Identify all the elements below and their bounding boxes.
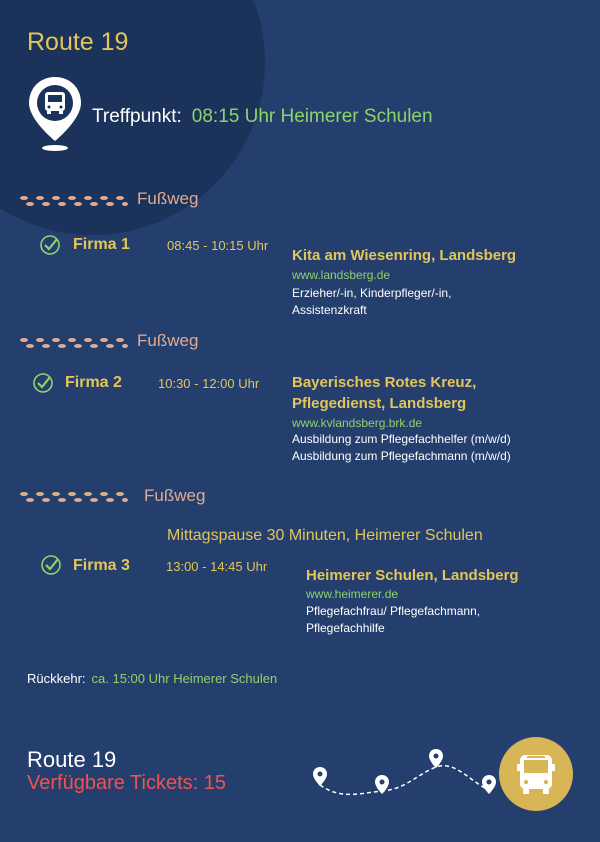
time-range: 10:30 - 12:00 Uhr xyxy=(158,376,260,391)
organization-website-link[interactable]: www.heimerer.de xyxy=(306,587,399,601)
job-description: Erzieher/-in, Kinderpfleger/-in, Assistenzkraft xyxy=(292,286,452,317)
meeting-value: 08:15 Uhr Heimerer Schulen xyxy=(191,106,433,127)
meeting-point xyxy=(92,106,433,128)
time-range: 13:00 - 14:45 Uhr xyxy=(166,559,268,574)
lunch-break: Mittagspause 30 Minuten, Heimerer Schulen xyxy=(167,527,483,544)
organization-name: Heimerer Schulen, Landsberg xyxy=(306,567,519,584)
firm-label: Firma 3 xyxy=(73,557,130,574)
return-label: Rückkehr: xyxy=(27,671,86,686)
organization-website-link[interactable]: www.kvlandsberg.brk.de xyxy=(292,416,423,430)
bus-stop-pin-icon xyxy=(26,75,84,153)
footsteps-icon xyxy=(18,333,128,353)
bus-icon xyxy=(499,737,573,811)
job-description: Pflegefachfrau/ Pflegefachmann, Pflegefachhilfe xyxy=(306,604,481,635)
walk-label: Fußweg xyxy=(137,331,199,350)
footer-route: Route 19 xyxy=(27,747,117,772)
job-description: Ausbildung zum Pflegefachhelfer (m/w/d) Ausbildung zum Pflegefachmann (m/w/d) xyxy=(292,432,511,463)
organization-website-link[interactable]: www.landsberg.de xyxy=(292,268,391,282)
footsteps-icon xyxy=(18,191,128,211)
organization-name: Kita am Wiesenring, Landsberg xyxy=(292,247,517,264)
check-circle-icon xyxy=(39,234,61,256)
return-value: ca. 15:00 Uhr Heimerer Schulen xyxy=(91,671,278,686)
walk-label: Fußweg xyxy=(144,486,206,505)
route-title: Route 19 xyxy=(27,28,129,56)
return-info xyxy=(27,671,277,686)
bus-badge xyxy=(499,737,573,811)
firm-label: Firma 1 xyxy=(73,236,130,253)
footsteps-icon xyxy=(18,487,128,507)
check-circle-icon xyxy=(32,372,54,394)
organization-name: Bayerisches Rotes Kreuz, Pflegedienst, Landsberg xyxy=(292,374,477,412)
check-circle-icon xyxy=(40,554,62,576)
firm-label: Firma 2 xyxy=(65,374,122,391)
available-tickets: Verfügbare Tickets: 15 xyxy=(27,772,227,794)
route-path-icon xyxy=(306,745,506,805)
walk-label: Fußweg xyxy=(137,189,199,208)
time-range: 08:45 - 10:15 Uhr xyxy=(167,238,269,253)
meeting-label: Treffpunkt: xyxy=(92,106,182,127)
